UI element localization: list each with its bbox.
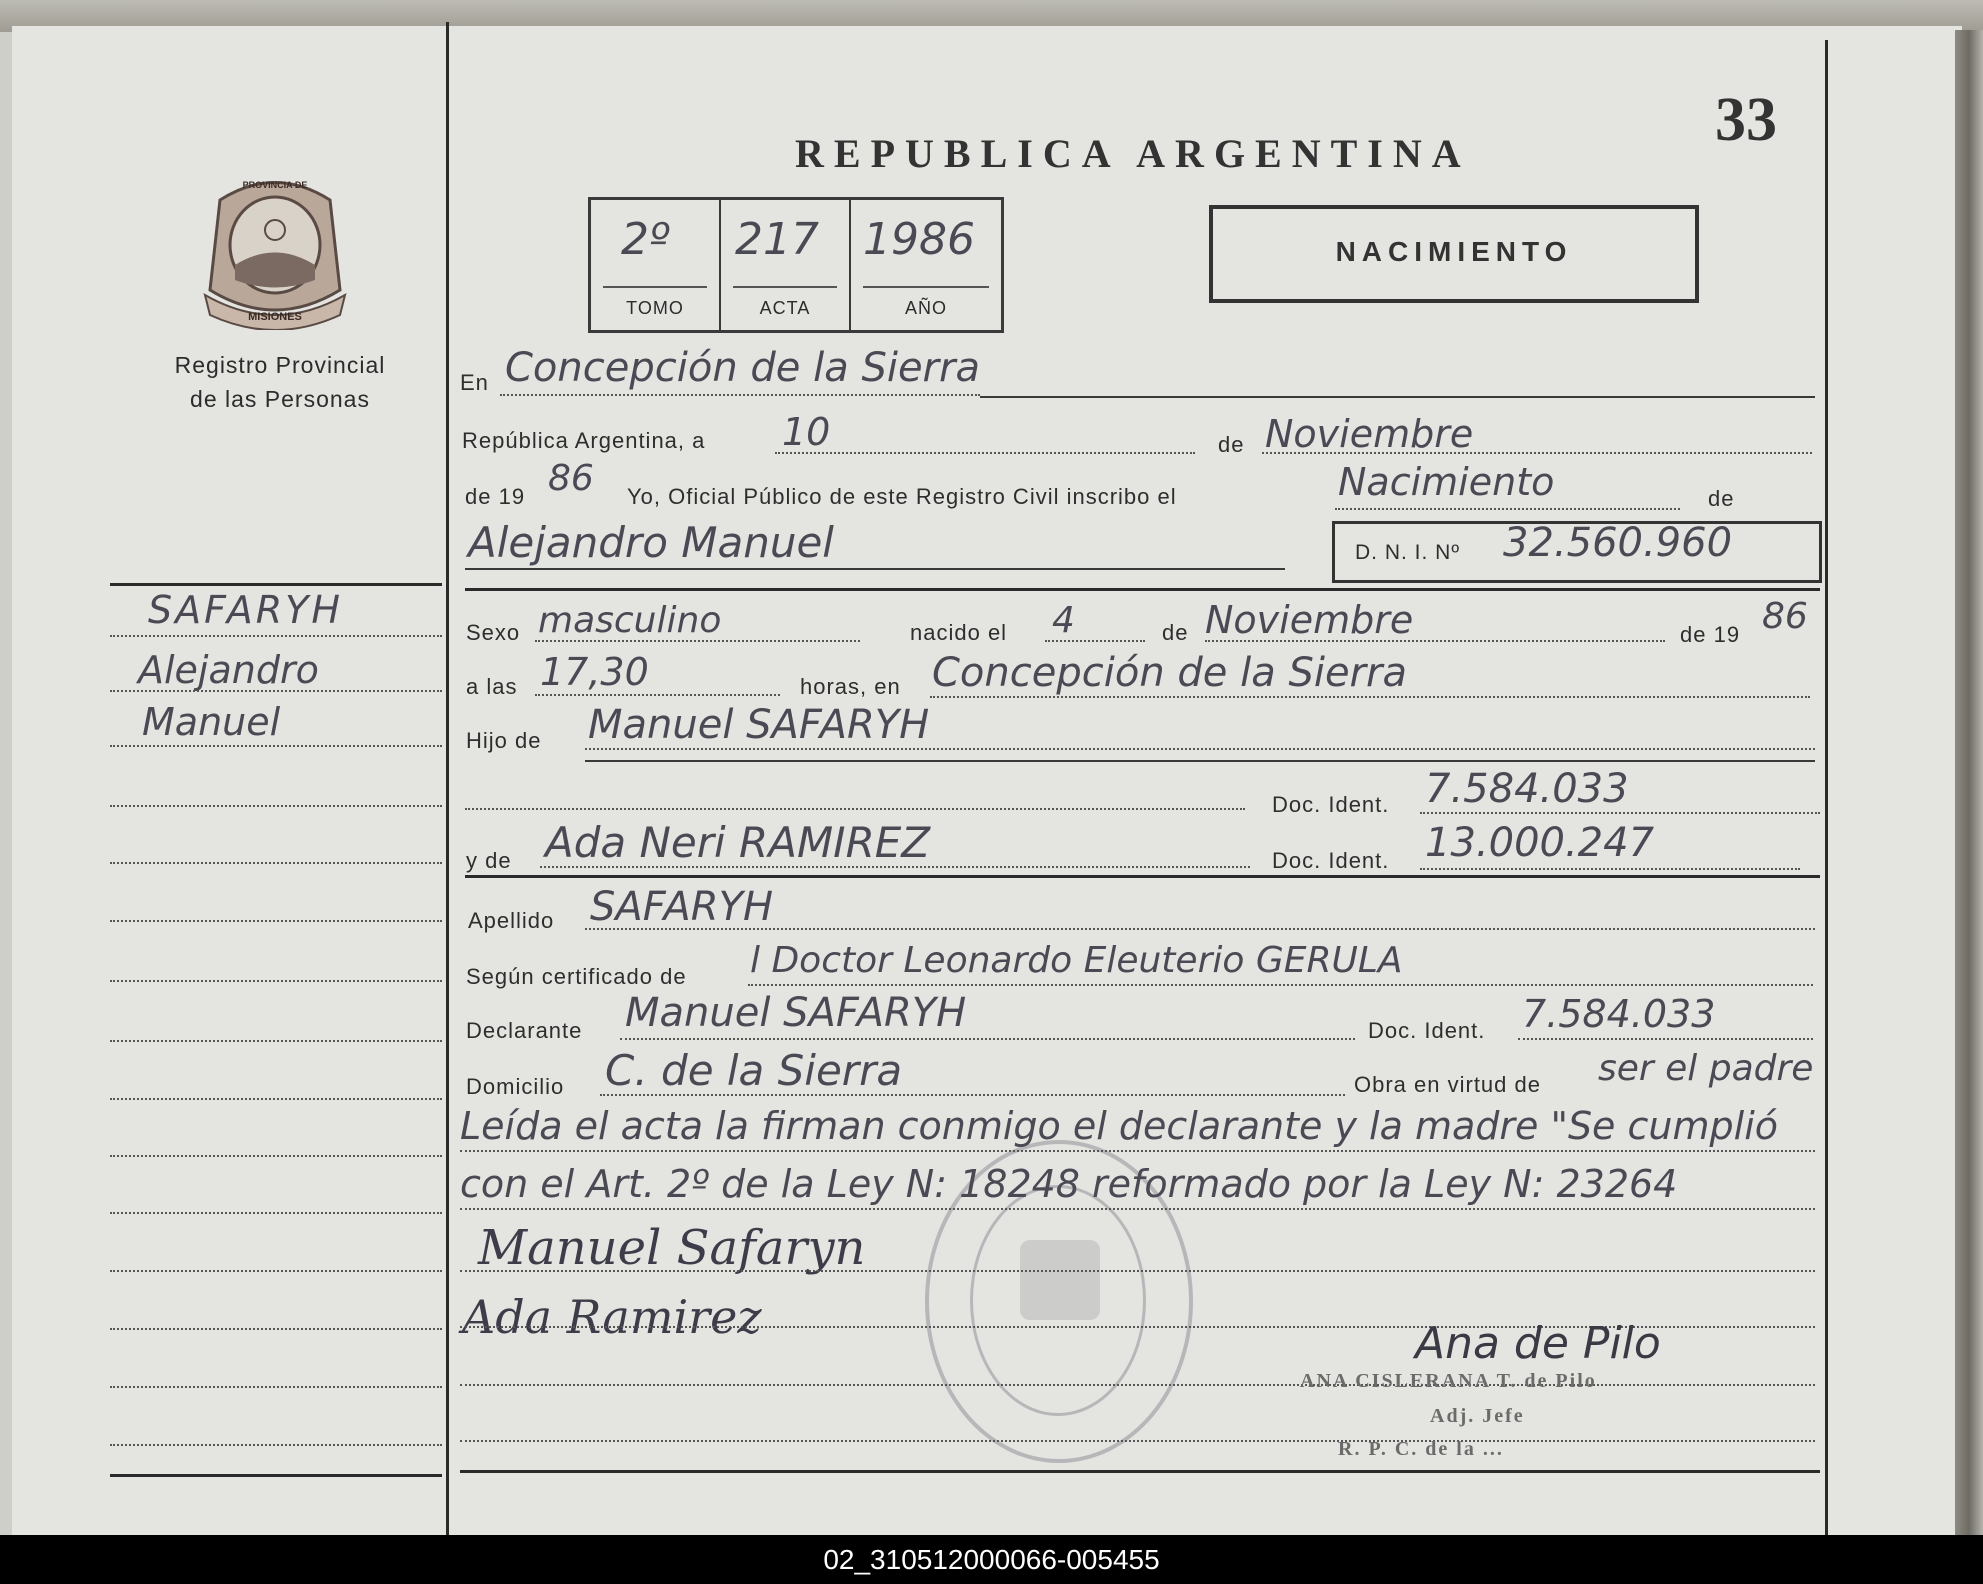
registry-name	[120, 348, 440, 416]
seal-top-text: PROVINCIA DE	[242, 180, 308, 190]
obra-value: ser el padre	[1598, 1048, 1814, 1089]
dni-box	[1332, 521, 1822, 583]
dotline	[1335, 508, 1680, 510]
book-right-edge	[1955, 30, 1983, 1535]
birth-time: 17,30	[540, 650, 649, 694]
dotline	[460, 1150, 1815, 1152]
acta-cell	[721, 200, 851, 330]
oficial-text: Yo, Oficial Público de este Registro Civil inscribo el	[627, 484, 1177, 509]
margin-dotted-line	[110, 1270, 442, 1272]
tomo-value: 2º	[621, 214, 670, 265]
year-prefix: de 19	[465, 484, 526, 509]
margin-bottom-rule	[110, 1474, 442, 1477]
margin-divider	[446, 22, 449, 1535]
yde-label: y de	[466, 848, 512, 873]
birth-place: Concepción de la Sierra	[932, 650, 1407, 696]
margin-dotted-line	[110, 690, 442, 692]
margin-dotted-line	[110, 1212, 442, 1214]
note-line-1: Leída el acta la firman conmigo el declarante y la madre "Se cumplió	[460, 1104, 1778, 1148]
section-rule	[465, 588, 1820, 591]
mother-doc: 13.000.247	[1425, 820, 1655, 866]
dotline	[535, 694, 780, 696]
month-value: Noviembre	[1265, 412, 1474, 456]
dotline	[1045, 640, 1145, 642]
note-line-2: con el Art. 2º de la Ley N: 18248 reformado por la Ley N: 23264	[460, 1162, 1678, 1206]
bottom-rule	[460, 1470, 1820, 1473]
scan-id-footer: 02_310512000066-005455	[0, 1535, 1983, 1584]
year-suffix: 86	[548, 458, 594, 499]
dotline	[460, 1208, 1815, 1210]
dotline	[540, 866, 1250, 868]
de-label-3: de	[1162, 620, 1189, 645]
birth-day: 4	[1052, 600, 1075, 641]
dotline	[460, 1440, 1815, 1442]
margin-dotted-line	[110, 745, 442, 747]
birth-year-prefix: de 19	[1680, 622, 1741, 647]
day-value: 10	[782, 410, 831, 454]
dotline	[585, 748, 1815, 750]
act-type-box	[1209, 205, 1699, 303]
dotline	[1518, 1038, 1813, 1040]
act-type-label: NACIMIENTO	[1335, 236, 1573, 267]
official-signature: Ana de Pilo	[1415, 1318, 1661, 1369]
solidline	[980, 396, 1815, 398]
anio-underline	[863, 286, 989, 288]
margin-dotted-line	[110, 1386, 442, 1388]
person-name: Alejandro Manuel	[468, 518, 834, 567]
margin-dotted-line	[110, 1040, 442, 1042]
dotline	[460, 1384, 1815, 1386]
declarante-doc: 7.584.033	[1522, 992, 1716, 1036]
mother-name: Ada Neri RAMIREZ	[545, 818, 931, 867]
margin-dotted-line	[110, 1328, 442, 1330]
anio-label: AÑO	[904, 298, 947, 318]
father-signature: Manuel Safaryn	[478, 1220, 866, 1276]
official-name: ANA CISLERANA T. de Pilo	[1300, 1370, 1597, 1392]
margin-dotted-line	[110, 920, 442, 922]
acta-value: 217	[735, 214, 819, 265]
right-border	[1825, 40, 1828, 1535]
solidline	[465, 568, 1285, 570]
mother-signature: Ada Ramirez	[462, 1290, 762, 1344]
stamp-emblem	[1020, 1240, 1100, 1320]
dni-value: 32.560.960	[1503, 520, 1733, 566]
domicilio-label: Domicilio	[466, 1074, 565, 1099]
provincial-seal-icon	[200, 170, 350, 330]
registry-line-2: de las Personas	[190, 386, 370, 412]
en-label: En	[460, 370, 489, 395]
apellido-value: SAFARYH	[590, 884, 774, 930]
margin-dotted-line	[110, 862, 442, 864]
margin-dotted-line	[110, 635, 442, 637]
dotline	[1420, 868, 1800, 870]
segun-label: Según certificado de	[466, 964, 687, 989]
record-box	[588, 197, 1004, 333]
birth-year-suffix: 86	[1762, 596, 1808, 637]
horas-label: horas, en	[800, 674, 901, 699]
margin-surname: SAFARYH	[148, 588, 343, 632]
place-value: Concepción de la Sierra	[505, 345, 980, 391]
hijo-label: Hijo de	[466, 728, 542, 753]
declarante-label: Declarante	[466, 1018, 583, 1043]
margin-middle-name: Manuel	[142, 700, 281, 744]
dotline	[600, 1094, 1345, 1096]
page-title: REPUBLICA ARGENTINA	[795, 131, 1471, 176]
dotline	[465, 808, 1245, 810]
dotline	[585, 928, 1815, 930]
dotline	[775, 452, 1195, 454]
dotline	[620, 1038, 1355, 1040]
declarante-value: Manuel SAFARYH	[625, 990, 967, 1036]
certificado-value: l Doctor Leonardo Eleuterio GERULA	[750, 940, 1403, 981]
apellido-label: Apellido	[468, 908, 555, 933]
dotline	[1420, 812, 1820, 814]
act-written: Nacimiento	[1338, 460, 1555, 504]
registry-line-1: Registro Provincial	[174, 352, 386, 378]
sexo-value: masculino	[538, 600, 722, 641]
official-office: R. P. C. de la ...	[1338, 1438, 1504, 1460]
tomo-label: TOMO	[626, 298, 684, 318]
dotline	[1262, 452, 1812, 454]
acta-label: ACTA	[759, 298, 811, 318]
solidline	[585, 760, 1815, 762]
official-title: Adj. Jefe	[1430, 1405, 1525, 1427]
obra-label: Obra en virtud de	[1354, 1072, 1541, 1097]
acta-underline	[733, 286, 837, 288]
page-number: 33	[1715, 86, 1777, 154]
dotline	[930, 696, 1810, 698]
tomo-underline	[603, 286, 707, 288]
section-rule-2	[465, 875, 1820, 878]
margin-dotted-line	[110, 1155, 442, 1157]
margin-dotted-line	[110, 1444, 442, 1446]
nacido-label: nacido el	[910, 620, 1008, 645]
dotline	[1205, 640, 1665, 642]
mother-doc-label: Doc. Ident.	[1272, 848, 1390, 873]
margin-first-name: Alejandro	[138, 648, 319, 692]
father-doc: 7.584.033	[1425, 766, 1629, 812]
declarante-doc-label: Doc. Ident.	[1368, 1018, 1486, 1043]
margin-dotted-line	[110, 980, 442, 982]
father-name: Manuel SAFARYH	[588, 702, 930, 748]
anio-value: 1986	[863, 214, 975, 265]
anio-cell	[851, 200, 1001, 330]
margin-top-rule	[110, 583, 442, 586]
de-label-2: de	[1708, 486, 1735, 511]
seal-bottom-text: MISIONES	[248, 311, 302, 323]
margin-dotted-line	[110, 1098, 442, 1100]
dni-label: D. N. I. Nº	[1355, 541, 1461, 564]
de-label: de	[1218, 432, 1245, 457]
republica-label: República Argentina, a	[462, 428, 706, 453]
domicilio-value: C. de la Sierra	[605, 1046, 903, 1095]
margin-dotted-line	[110, 805, 442, 807]
sexo-label: Sexo	[466, 620, 521, 645]
dotline	[500, 394, 980, 396]
dotline	[460, 1270, 1815, 1272]
tomo-cell	[591, 200, 721, 330]
dotline	[748, 984, 1813, 986]
alas-label: a las	[466, 674, 518, 699]
dotline	[535, 640, 860, 642]
father-doc-label: Doc. Ident.	[1272, 792, 1390, 817]
birth-month: Noviembre	[1205, 598, 1414, 642]
